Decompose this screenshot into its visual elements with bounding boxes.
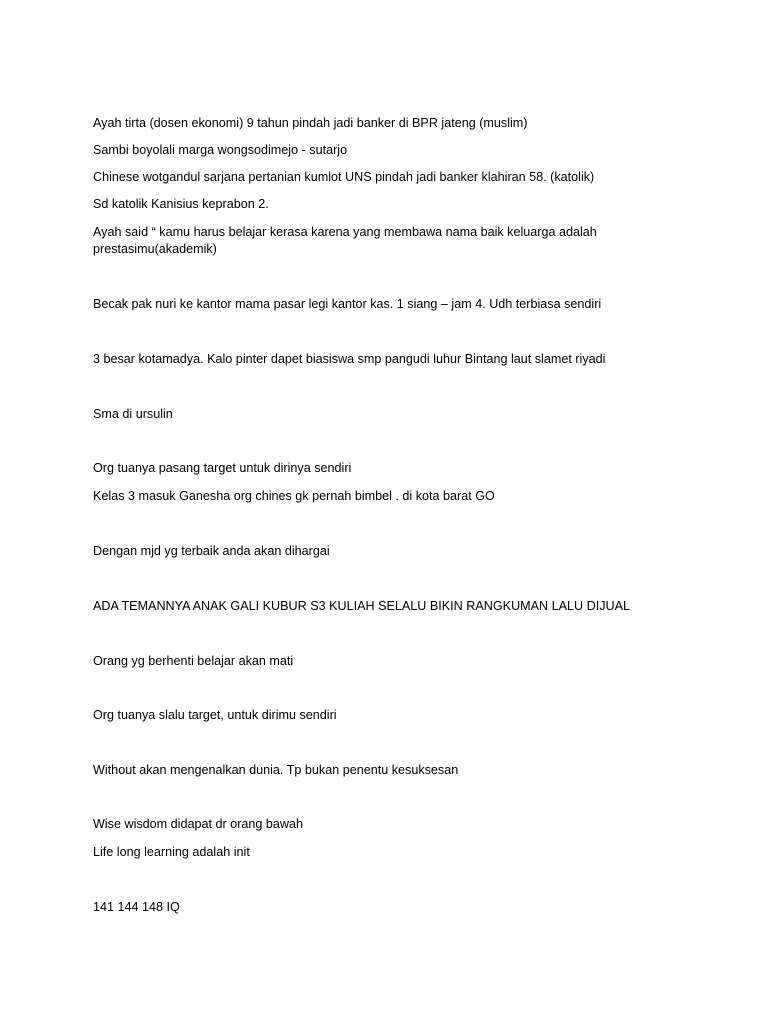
paragraph-16: Wise wisdom didapat dr orang bawah [93, 817, 304, 831]
paragraph-7: 3 besar kotamadya. Kalo pinter dapet biasiswa smp pangudi luhur Bintang laut slamet riyadi [93, 352, 606, 366]
paragraph-6: Becak pak nuri ke kantor mama pasar legi kantor kas. 1 siang – jam 4. Udh terbiasa sendiri [93, 297, 602, 311]
paragraph-5: Ayah said “ kamu harus belajar kerasa karena yang membawa nama baik keluarga adalah prestasimu(akademik) [93, 225, 597, 256]
paragraph-17: Life long learning adalah init [93, 845, 250, 859]
paragraph-14: Org tuanya slalu target, untuk dirimu sendiri [93, 708, 337, 722]
paragraph-15: Without akan mengenalkan dunia. Tp bukan penentu kesuksesan [93, 763, 459, 777]
paragraph-1: Ayah tirta (dosen ekonomi) 9 tahun pindah jadi banker di BPR jateng (muslim) [93, 116, 528, 130]
paragraph-13: Orang yg berhenti belajar akan mati [93, 654, 294, 668]
paragraph-12: ADA TEMANNYA ANAK GALI KUBUR S3 KULIAH SELALU BIKIN RANGKUMAN LALU DIJUAL [93, 599, 631, 613]
paragraph-11: Dengan mjd yg terbaik anda akan dihargai [93, 544, 330, 558]
paragraph-18: 141 144 148 IQ [93, 900, 180, 914]
paragraph-2: Sambi boyolali marga wongsodimejo - sutarjo [93, 143, 348, 157]
paragraph-8: Sma di ursulin [93, 407, 173, 421]
paragraph-10: Kelas 3 masuk Ganesha org chines gk pernah bimbel . di kota barat GO [93, 489, 495, 503]
paragraph-4: Sd katolik Kanisius keprabon 2. [93, 197, 269, 211]
paragraph-3: Chinese wotgandul sarjana pertanian kumlot UNS pindah jadi banker klahiran 58. (katolik) [93, 170, 595, 184]
paragraph-9: Org tuanya pasang target untuk dirinya sendiri [93, 461, 352, 475]
